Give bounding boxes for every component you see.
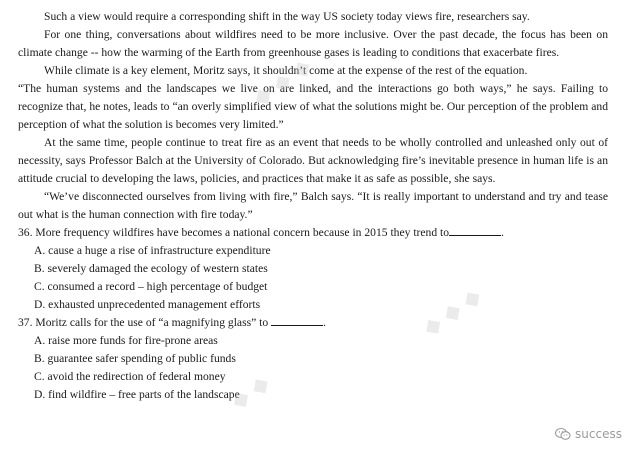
watermark-mark: ◆ ◆	[226, 370, 275, 415]
paragraph-6: “We’ve disconnected ourselves from living with fire,” Balch says. “It is really important to understand and try and tease out what is the human connection with fire today.”	[18, 190, 608, 221]
paragraph-5: At the same time, people continue to treat fire as an event that needs to be wholly controlled and unleashed only out of necessity, says Professor Balch at the University of Colorado. But acknowledging fire’s inevitable presence in human life is an attitude crucial to developing the laws, policies, and practices that make it as safe as possible, she says.	[18, 136, 608, 185]
paragraph-3: While climate is a key element, Moritz says, it shouldn’t come at the expense of the rest of the equation.	[44, 64, 528, 77]
question-37	[18, 314, 608, 404]
wechat-icon	[555, 427, 571, 441]
logo-text: success	[575, 427, 622, 441]
option-c: C. consumed a record – high percentage of budget	[34, 280, 268, 293]
option-b: B. severely damaged the ecology of western states	[34, 262, 268, 275]
option-b: B. guarantee safer spending of public funds	[34, 352, 236, 365]
article-page	[18, 8, 608, 404]
answer-blank	[449, 224, 501, 236]
watermark-mark: ◆ ◆ ◆	[418, 283, 487, 342]
option-d: D. find wildfire – free parts of the landscape	[34, 388, 240, 401]
option-c: C. avoid the redirection of federal money	[34, 370, 226, 383]
answer-blank	[271, 314, 323, 326]
question-stem: 36. More frequency wildfires have becomes a national concern because in 2015 they trend to .	[18, 226, 504, 239]
option-a: A. cause a huge a rise of infrastructure expenditure	[34, 244, 271, 257]
wechat-logo	[555, 427, 622, 441]
option-a: A. raise more funds for fire-prone areas	[34, 334, 218, 347]
question-stem: 37. Moritz calls for the use of “a magnifying glass” to .	[18, 316, 326, 329]
paragraph-4: “The human systems and the landscapes we live on are linked, and the interactions go both ways,” he says. Failing to recognize that, he notes, leads to “an overly simplified view of what the solutions might be. Our perception of the problem and perception of what the solution is becomes very limited.”	[18, 82, 608, 131]
watermark-mark: ◆ ◆ ◆	[248, 53, 317, 112]
paragraph-2: For one thing, conversations about wildfires need to be more inclusive. Over the past decade, the focus has been on climate change -- how the warming of the Earth from greenhouse gases is leading to conditions that exacerbate fires.	[18, 28, 608, 59]
option-d: D. exhausted unprecedented management efforts	[34, 298, 261, 311]
question-36	[18, 224, 608, 314]
paragraph-1: Such a view would require a corresponding shift in the way US society today views fire, researchers say.	[44, 10, 530, 23]
